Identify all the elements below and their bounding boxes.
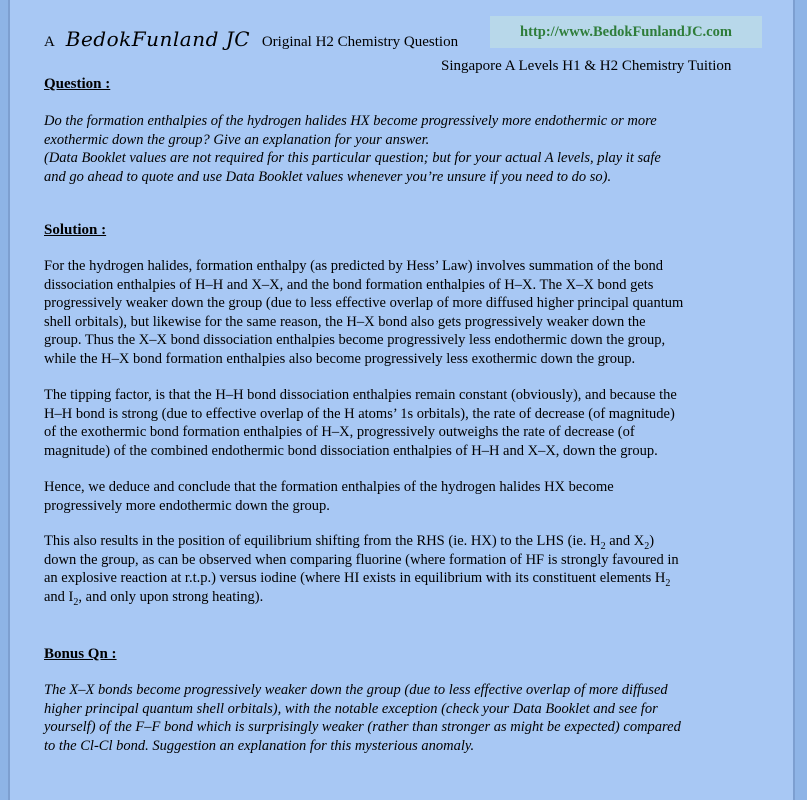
solution-line: For the hydrogen halides, formation enthalpy (as predicted by Hess’ Law) involves summation of the bond [44, 258, 664, 274]
solution-heading: Solution : [44, 222, 107, 238]
solution-line: H–H bond is strong (due to effective overlap of the H atoms’ 1s orbitals), the rate of decrease (of magnitude) [44, 405, 675, 422]
solution-paragraph-1 [44, 257, 764, 368]
solution-line [44, 588, 764, 607]
question-line: and go ahead to quote and use Data Booklet values whenever you’re unsure if you need to do so). [44, 168, 612, 185]
solution-line: Hence, we deduce and conclude that the formation enthalpies of the hydrogen halides HX become [44, 479, 614, 495]
subscript: 2 [73, 596, 79, 608]
header-title [44, 27, 459, 52]
text-run: and I [44, 588, 74, 605]
solution-paragraph-4 [44, 532, 764, 606]
bedok-funland-logo: BedokFunland JC [65, 27, 251, 51]
solution-line: The tipping factor, is that the H–H bond dissociation enthalpies remain constant (obviously), and because the [44, 387, 677, 403]
text-run: ) [649, 533, 655, 549]
bonus-text [44, 681, 764, 755]
solution-line: magnitude) of the combined endothermic bond dissociation enthalpies of H–H and X–X, down the group. [44, 442, 658, 459]
text-run: , and only upon strong heating). [78, 588, 264, 605]
solution-line [44, 532, 764, 551]
solution-paragraph-3 [44, 478, 764, 515]
bonus-line: The X–X bonds become progressively weaker down the group (due to less effective overlap of more diffused [44, 682, 668, 698]
header-suffix: Original H2 Chemistry Question [261, 34, 459, 50]
text-run: This also results in the position of equilibrium shifting from the RHS (ie. HX) to the LHS (ie. H [44, 533, 601, 549]
tagline: Singapore A Levels H1 & H2 Chemistry Tuition [441, 58, 732, 74]
text-run: an explosive reaction at r.t.p.) versus iodine (where HI exists in equilibrium with its constituent elements H [44, 570, 666, 586]
solution-line: of the exothermic bond formation enthalpies of H–X, progressively outweighs the rate of decrease (of [44, 424, 635, 440]
solution-line: shell orbitals), but likewise for the same reason, the H–X bond also gets progressively weaker down the [44, 313, 646, 330]
text-run: and X [605, 533, 645, 549]
solution-line: progressively more endothermic down the group. [44, 497, 330, 514]
question-line: Do the formation enthalpies of the hydrogen halides HX become progressively more endothermic or more [44, 113, 657, 129]
solution-line: dissociation enthalpies of H–H and X–X, and the bond formation enthalpies of H–X. The X–X bond gets [44, 276, 654, 293]
solution-line: progressively weaker down the group (due to less effective overlap of more diffused higher principal quantum [44, 295, 684, 311]
solution-line [44, 569, 764, 588]
document-page [8, 0, 795, 800]
question-line: (Data Booklet values are not required for this particular question; but for your actual A levels, play it safe [44, 150, 661, 166]
solution-line: down the group, as can be observed when comparing fluorine (where formation of HF is strongly favoured in [44, 551, 679, 568]
solution-paragraph-2 [44, 386, 764, 460]
question-heading: Question : [44, 76, 111, 92]
subscript: 2 [644, 540, 650, 552]
bonus-line: to the Cl-Cl bond. Suggestion an explanation for this mysterious anomaly. [44, 737, 475, 754]
bonus-line: higher principal quantum shell orbitals), with the notable exception (check your Data Booklet and see for [44, 700, 658, 717]
bonus-line: yourself) of the F–F bond which is surprisingly weaker (rather than stronger as might be expected) compared [44, 719, 681, 735]
solution-line: group. Thus the X–X bond dissociation enthalpies become progressively less endothermic down the group, [44, 332, 666, 348]
subscript: 2 [600, 540, 606, 552]
subscript: 2 [665, 577, 671, 589]
question-line: exothermic down the group? Give an explanation for your answer. [44, 131, 430, 148]
website-link[interactable]: http://www.BedokFunlandJC.com [490, 16, 762, 48]
solution-line: while the H–X bond formation enthalpies also become progressively less exothermic down the group. [44, 350, 636, 367]
bonus-heading: Bonus Qn : [44, 646, 117, 662]
header-prefix: A [44, 34, 55, 50]
question-text [44, 112, 764, 186]
